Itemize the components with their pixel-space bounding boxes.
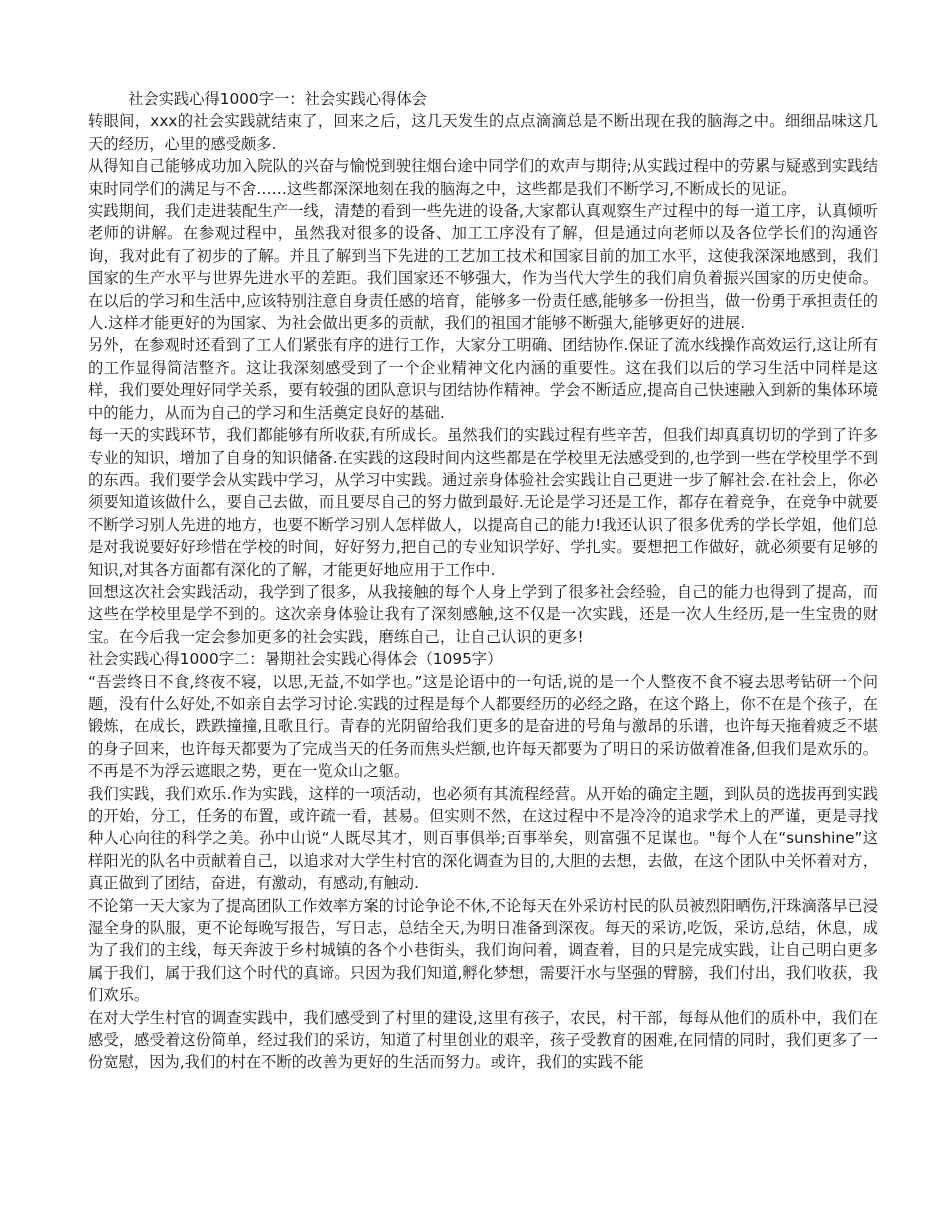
section-heading-2: 社会实践心得1000字二：暑期社会实践心得体会（1095字） — [88, 650, 503, 669]
paragraph-10: 在对大学生村官的调查实践中，我们感受到了村里的建设,这里有孩子，农民，村干部，每每从他们的质朴中，我们在感受，感受着这份简单，经过我们的采访，知道了村里创业的艰辛，孩子受教育的困难,在同情的同时，我们更多了一份宽慰，因为,我们的村在不断的改善为更好的生活而努力。或许，我们的实践不能 — [88, 1008, 878, 1072]
paragraph-3: 实践期间，我们走进装配生产一线，清楚的看到一些先进的设备,大家都认真观察生产过程中的每一道工序，认真倾听老师的讲解。在参观过程中，虽然我对很多的设备、加工工序没有了解，但是通过向老师以及各位学长们的沟通咨询，我对此有了初步的了解。并且了解到当下先进的工艺加工技术和国家目前的加工水平，这使我深深地感到，我们国家的生产水平与世界先进水平的差距。我们国家还不够强大，作为当代大学生的我们肩负着振兴国家的历史使命。在以后的学习和生活中,应该特别注意自身责任感的培育，能够多一份责任感,能够多一份担当，做一份勇于承担责任的人.这样才能更好的为国家、为社会做出更多的贡献，我们的祖国才能够不断强大,能够更好的进展. — [88, 202, 878, 333]
paragraph-9: 不论第一天大家为了提高团队工作效率方案的讨论争论不休,不论每天在外采访村民的队员被烈阳晒伤,汗珠滴落早已浸湿全身的队服，更不论每晚写报告，写日志，总结全天,为明日准备到深夜。每天的采访,吃饭，采访,总结，休息，成为了我们的主线，每天奔波于乡村城镇的各个小巷街头，我们询问着，调查着，目的只是完成实践，让自己明白更多属于我们，属于我们这个时代的真谛。只因为我们知道,孵化梦想，需要汗水与坚强的臂膀，我们付出，我们收获，我们欢乐。 — [88, 896, 878, 1005]
paragraph-2: 从得知自己能够成功加入院队的兴奋与愉悦到驶往烟台途中同学们的欢声与期待;从实践过程中的劳累与疑惑到实践结束时同学们的满足与不舍……这些都深深地刻在我的脑海之中，这些都是我们不断学习,不断成长的见证。 — [88, 157, 878, 198]
paragraph-7: “吾尝终日不食,终夜不寝，以思,无益,不如学也。”这是论语中的一句话,说的是一个人整夜不食不寝去思考钻研一个问题，没有什么好处,不如亲自去学习讨论.实践的过程是每个人都要经历的必经之路，在这个路上，你不在是个孩子，在锻炼，在成长，跌跌撞撞,且歌且行。青春的光阴留给我们更多的是奋进的号角与激昂的乐谱，也许每天拖着疲乏不堪的身子回来，也许每天都要为了完成当天的任务而焦头烂额,也许每天都要为了明日的采访做着准备,但我们是欢乐的。不再是不为浮云遮眼之势，更在一览众山之躯。 — [88, 672, 878, 781]
paragraph-8: 我们实践，我们欢乐.作为实践，这样的一项活动，也必须有其流程经营。从开始的确定主题，到队员的选拔再到实践的开始，分工，任务的布置，或许疏一看，甚易。但实则不然，在这过程中不是冷冷的追求学术上的严谨，更是寻找种人心向往的科学之美。孙中山说“人既尽其才，则百事俱举;百事举矣，则富强不足谋也。"每个人在“sunshine”这样阳光的队名中贡献着自己，以追求对大学生村官的深化调查为目的,大胆的去想，去做，在这个团队中关怀着对方，真正做到了团结，奋进，有激动，有感动,有触动. — [88, 784, 878, 893]
paragraph-5: 每一天的实践环节，我们都能够有所收获,有所成长。虽然我们的实践过程有些辛苦，但我们却真真切切的学到了许多专业的知识，增加了自身的知识储备.在实践的这段时间内这些都是在学校里无法感受到的,也学到一些在学校里学不到的东西。我们要学会从实践中学习，从学习中实践。通过亲身体验社会实践让自己更进一步了解社会.在社会上，你必须要知道该做什么，要自己去做，而且要尽自己的努力做到最好.无论是学习还是工作，都存在着竞争，在竞争中就要不断学习别人先进的地方，也要不断学习别人怎样做人，以提高自己的能力!我还认识了很多优秀的学长学姐，他们总是对我说要好好珍惜在学校的时间，好好努力,把自己的专业知识学好、学扎实。要想把工作做好，就必须要有足够的知识,对其各方面都有深化的了解，才能更好地应用于工作中. — [88, 426, 878, 579]
paragraph-6: 回想这次社会实践活动，我学到了很多，从我接触的每个人身上学到了很多社会经验，自己的能力也得到了提高，而这些在学校里是学不到的。这次亲身体验让我有了深刻感触,这不仅是一次实践，还是一次人生经历,是一生宝贵的财宝。在今后我一定会参加更多的社会实践，磨练自己，让自己认识的更多! — [88, 582, 878, 646]
document-title: 社会实践心得1000字一：社会实践心得体会 — [128, 90, 427, 108]
paragraph-4: 另外，在参观时还看到了工人们紧张有序的进行工作，大家分工明确、团结协作.保证了流水线操作高效运行,这让所有的工作显得简洁整齐。这让我深刻感受到了一个企业精神文化内涵的重要性。这在我们以后的学习生活中同样是这样，我们要处理好同学关系，要有较强的团队意识与团结协作精神。学会不断适应,提高自己快速融入到新的集体环境中的能力，从而为自己的学习和生活奠定良好的基础. — [88, 336, 878, 422]
paragraph-1: 转眼间，xxx的社会实践就结束了，回来之后，这几天发生的点点滴滴总是不断出现在我的脑海之中。细细品味这几天的经历，心里的感受颇多. — [88, 112, 878, 153]
document-page — [88, 88, 878, 1074]
